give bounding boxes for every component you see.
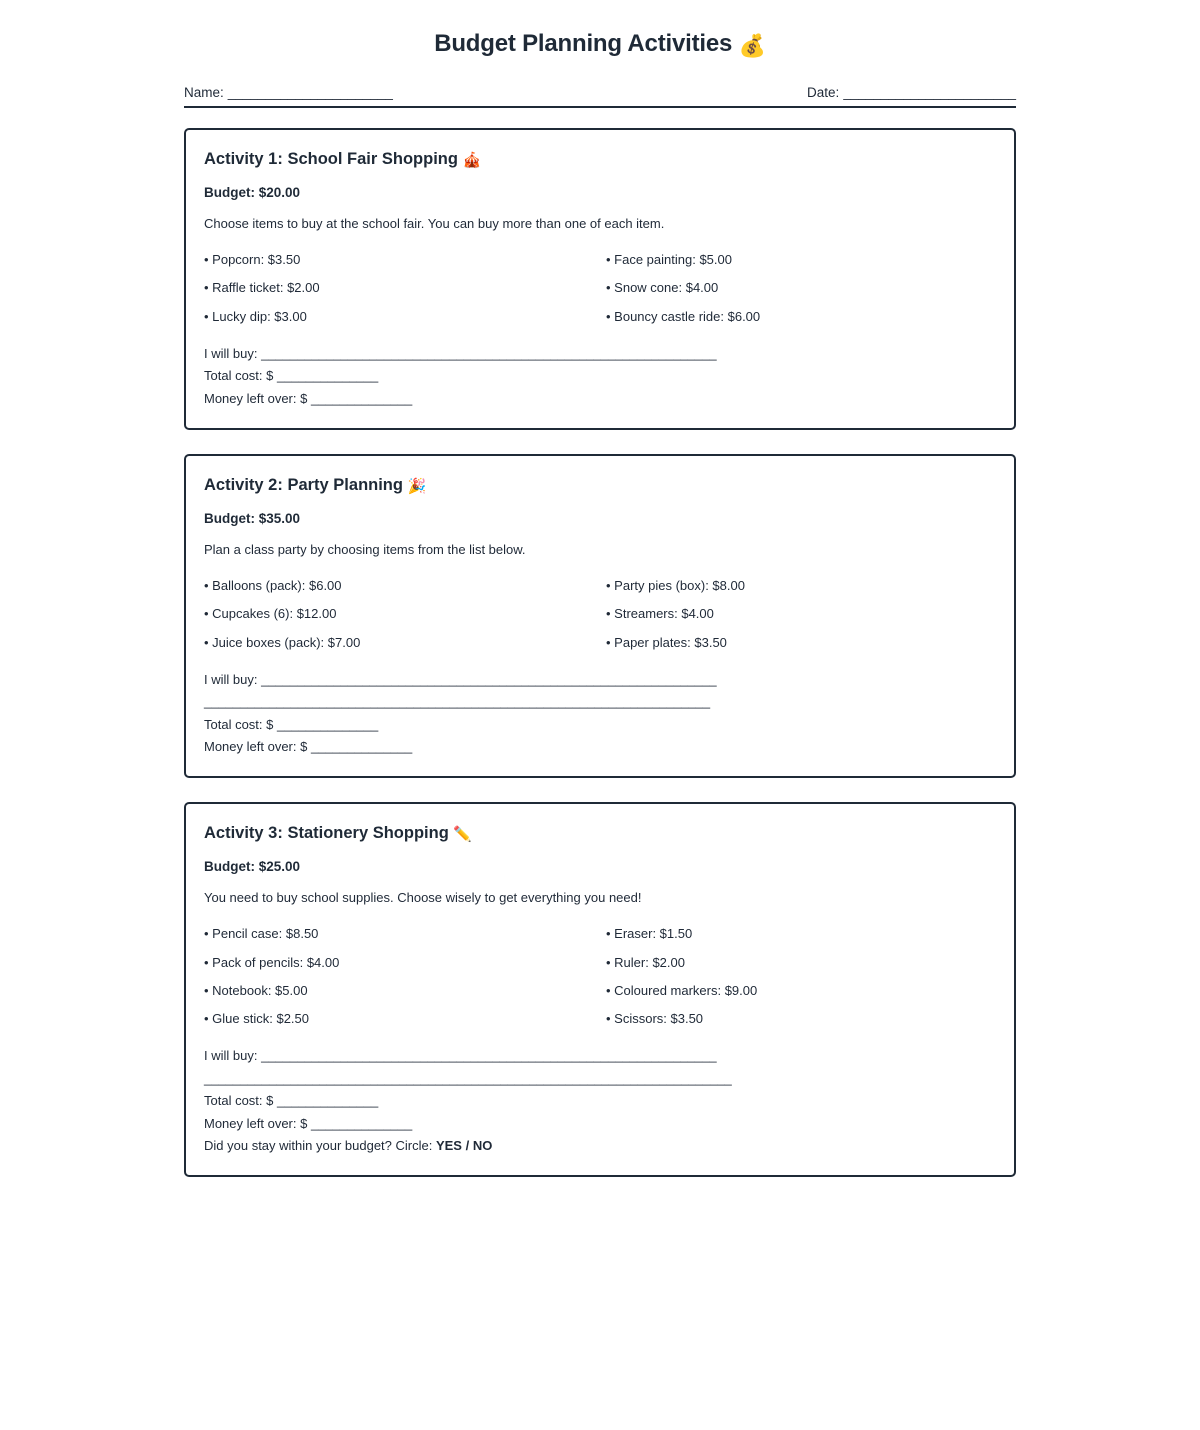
i-will-buy-label: I will buy: xyxy=(204,1048,258,1064)
i-will-buy-blank[interactable]: _______________________________________________________________ xyxy=(261,671,717,687)
answer-section xyxy=(204,1045,996,1157)
activity-instructions: Choose items to buy at the school fair. You can buy more than one of each item. xyxy=(204,216,665,231)
answer-section xyxy=(204,343,996,410)
i-will-buy-label: I will buy: xyxy=(204,671,258,687)
list-item: • Lucky dip: $3.00 xyxy=(204,308,307,324)
money-left-label: Money left over: $ xyxy=(204,390,308,406)
budget-check-row[interactable] xyxy=(204,1135,996,1157)
i-will-buy-row[interactable] xyxy=(204,669,996,691)
i-will-buy-blank-line-2[interactable]: ______________________________________________________________________ xyxy=(204,694,711,710)
list-item: • Raffle ticket: $2.00 xyxy=(204,280,320,296)
list-item: • Popcorn: $3.50 xyxy=(204,252,301,267)
list-item: • Snow cone: $4.00 xyxy=(606,280,719,296)
list-item: • Notebook: $5.00 xyxy=(204,982,308,998)
activity-title xyxy=(204,150,996,169)
list-item: • Glue stick: $2.50 xyxy=(204,1011,309,1027)
activity-card xyxy=(184,128,1016,430)
list-item: • Paper plates: $3.50 xyxy=(606,634,727,650)
name-date-row xyxy=(184,85,1016,100)
activity-card xyxy=(184,454,1016,778)
item-price-list xyxy=(204,920,996,1033)
list-item: • Face painting: $5.00 xyxy=(606,252,732,267)
money-left-blank[interactable]: ______________ xyxy=(310,1115,413,1131)
total-cost-row[interactable] xyxy=(204,1090,996,1112)
budget-check-options[interactable]: YES / NO xyxy=(435,1137,493,1153)
money-bag-icon: 💰 xyxy=(738,33,766,58)
list-item: • Bouncy castle ride: $6.00 xyxy=(606,308,761,324)
money-left-label: Money left over: $ xyxy=(204,1115,308,1131)
activity-card xyxy=(184,802,1016,1177)
activity-budget: Budget: $20.00 xyxy=(204,185,301,200)
activity-budget: Budget: $25.00 xyxy=(204,859,301,875)
header-divider xyxy=(184,106,1016,108)
money-left-row[interactable] xyxy=(204,1113,996,1135)
list-item: • Pencil case: $8.50 xyxy=(204,926,319,942)
date-field[interactable] xyxy=(807,85,1016,100)
answer-section xyxy=(204,669,996,758)
i-will-buy-row[interactable] xyxy=(204,343,996,365)
pencil-icon: ✏️ xyxy=(453,826,473,844)
circus-tent-icon: 🎪 xyxy=(462,152,482,169)
list-item: • Cupcakes (6): $12.00 xyxy=(204,606,337,622)
activity-instructions: Plan a class party by choosing items from the list below. xyxy=(204,541,526,557)
total-cost-blank[interactable]: ______________ xyxy=(277,1093,379,1109)
activity-title xyxy=(204,824,996,843)
activity-title-text: Activity 3: Stationery Shopping xyxy=(204,824,449,843)
activity-budget: Budget: $35.00 xyxy=(204,510,301,526)
list-item: • Coloured markers: $9.00 xyxy=(606,982,758,998)
total-cost-label: Total cost: $ xyxy=(204,716,274,732)
i-will-buy-row[interactable] xyxy=(204,1045,996,1067)
activity-title-text: Activity 1: School Fair Shopping xyxy=(204,150,458,168)
page-title-text: Budget Planning Activities xyxy=(434,30,733,57)
date-blank[interactable]: _______________________ xyxy=(843,85,1016,100)
total-cost-blank[interactable]: ______________ xyxy=(277,368,379,384)
list-item: • Scissors: $3.50 xyxy=(606,1011,704,1027)
list-item: • Ruler: $2.00 xyxy=(606,954,685,970)
party-popper-icon: 🎉 xyxy=(407,477,427,495)
list-item: • Juice boxes (pack): $7.00 xyxy=(204,634,361,650)
name-blank[interactable]: ______________________ xyxy=(227,85,393,100)
total-cost-blank[interactable]: ______________ xyxy=(277,716,379,732)
total-cost-label: Total cost: $ xyxy=(204,368,274,384)
money-left-row[interactable] xyxy=(204,736,996,758)
worksheet-page xyxy=(0,30,1200,1177)
i-will-buy-label: I will buy: xyxy=(204,345,258,361)
money-left-row[interactable] xyxy=(204,388,996,410)
list-item: • Streamers: $4.00 xyxy=(606,606,714,622)
activity-title xyxy=(204,476,996,495)
money-left-blank[interactable]: ______________ xyxy=(310,390,413,406)
activity-title-text: Activity 2: Party Planning xyxy=(204,475,403,494)
list-item: • Party pies (box): $8.00 xyxy=(606,577,745,593)
list-item: • Pack of pencils: $4.00 xyxy=(204,954,340,970)
total-cost-row[interactable] xyxy=(204,365,996,387)
name-field[interactable] xyxy=(184,85,393,100)
i-will-buy-blank-line-2[interactable]: _________________________________________________________________________ xyxy=(204,1070,732,1086)
money-left-label: Money left over: $ xyxy=(204,738,308,754)
budget-check-question: Did you stay within your budget? Circle: xyxy=(204,1137,433,1153)
item-price-list xyxy=(204,246,996,331)
total-cost-label: Total cost: $ xyxy=(204,1093,274,1109)
activity-instructions: You need to buy school supplies. Choose wisely to get everything you need! xyxy=(204,890,642,906)
date-label: Date: xyxy=(807,85,840,100)
list-item: • Eraser: $1.50 xyxy=(606,926,693,942)
i-will-buy-blank[interactable]: _______________________________________________________________ xyxy=(261,1048,717,1064)
total-cost-row[interactable] xyxy=(204,714,996,736)
list-item: • Balloons (pack): $6.00 xyxy=(204,577,342,593)
item-price-list xyxy=(204,572,996,657)
page-title xyxy=(0,30,1200,59)
money-left-blank[interactable]: ______________ xyxy=(310,738,413,754)
name-label: Name: xyxy=(184,85,224,100)
i-will-buy-blank[interactable]: _______________________________________________________________ xyxy=(261,345,717,361)
activity-list xyxy=(184,128,1016,1177)
